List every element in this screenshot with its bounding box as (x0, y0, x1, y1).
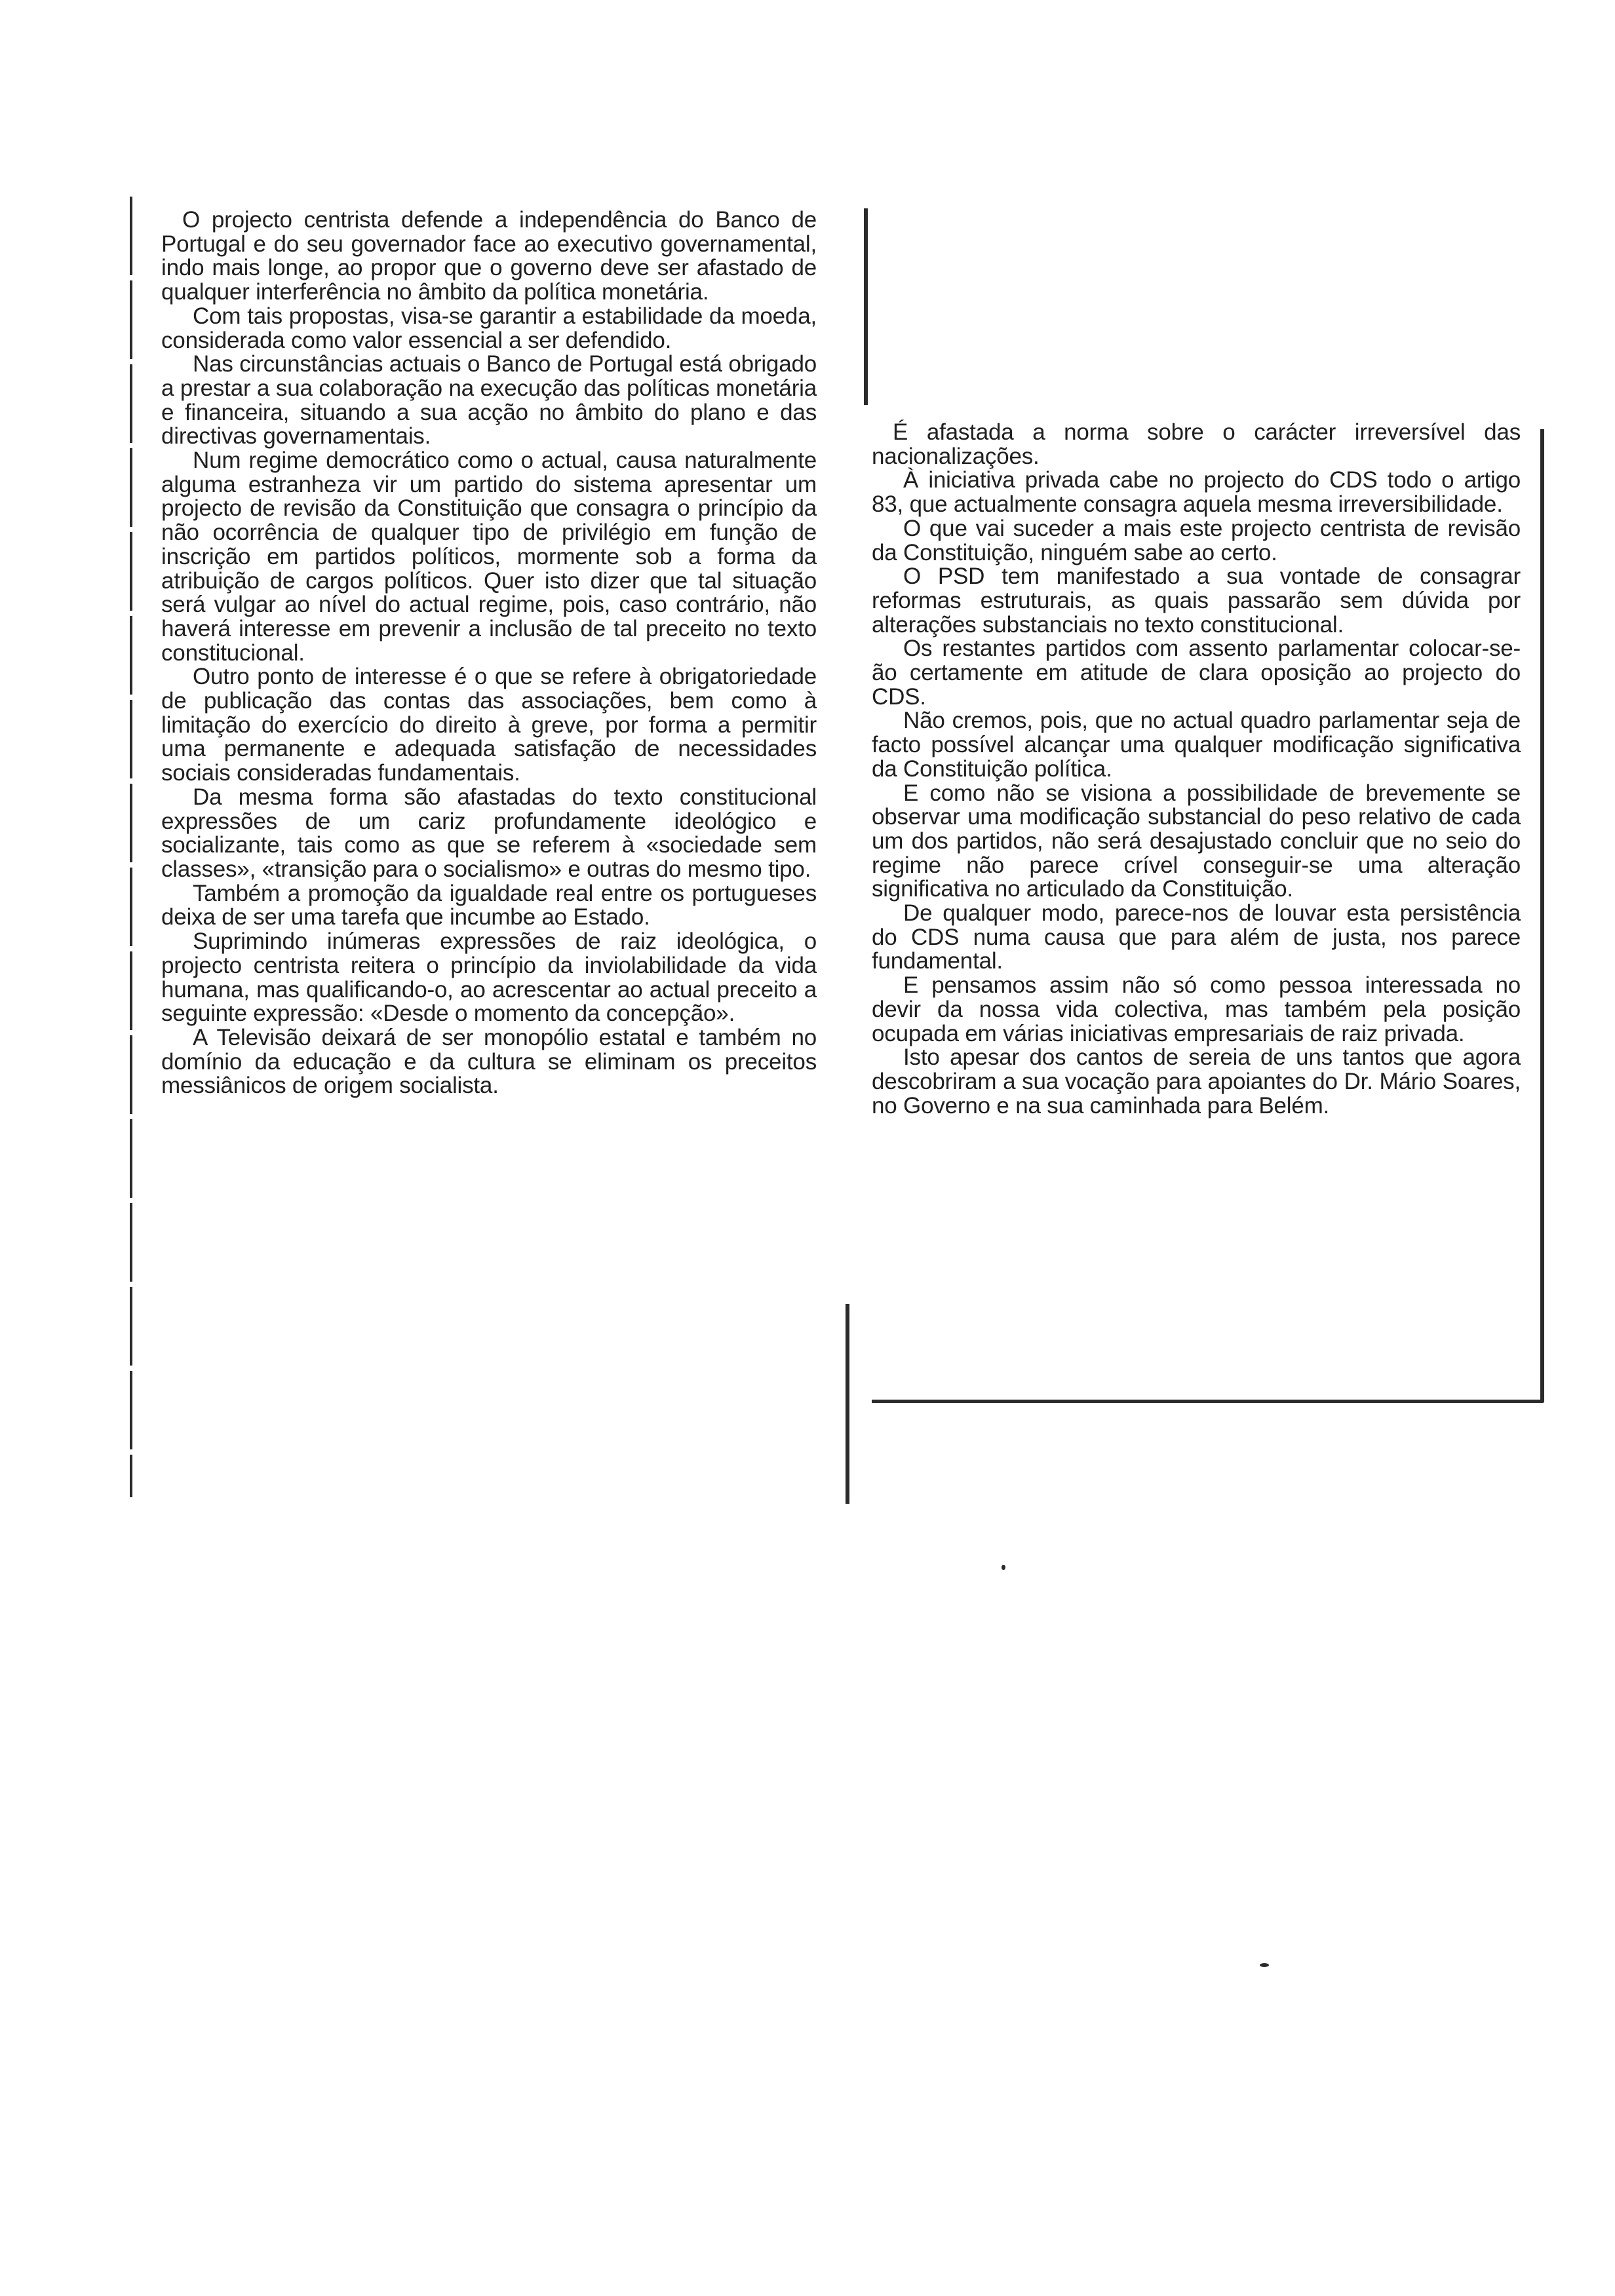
center-column-rule-lower (846, 1304, 849, 1504)
paragraph: Isto apesar dos cantos de sereia de uns tantos que agora descobriram a sua vocação para apoiantes do Dr. Mário Soares, no Governo e na sua caminhada para Belém. (872, 1044, 1521, 1119)
paragraph: É afastada a norma sobre o carácter irreversível das nacionalizações. (872, 419, 1521, 469)
paragraph: Num regime democrático como o actual, causa naturalmente alguma estranheza vir um partido do sistema apresentar um projecto de revisão da Constituição que consagra o princípio da não ocorrência de qualquer tipo de privilégio em função de inscrição em partidos políticos, mormente sob a forma da atribuição de cargos políticos. Quer isto dizer que tal situação será vulgar ao nível do actual regime, pois, caso contrário, não haverá interesse em prevenir a inclusão de tal preceito no texto constitucional. (161, 448, 817, 666)
paragraph: Não cremos, pois, que no actual quadro parlamentar seja de facto possível alcançar uma qualquer modificação significativa da Constituição política. (872, 708, 1521, 782)
paragraph: Também a promoção da igualdade real entre os portugueses deixa de ser uma tarefa que incumbe ao Estado. (161, 880, 817, 930)
center-column-rule-upper (864, 208, 868, 405)
right-edge-rule (1540, 429, 1544, 1402)
paragraph: O projecto centrista defende a independência do Banco de Portugal e do seu governador face ao executivo governamental, indo mais longe, ao propor que o governo deve ser afastado de qualquer interferência no âmbito da política monetária. (161, 207, 817, 305)
paragraph: Os restantes partidos com assento parlamentar colocar-se-ão certamente em atitude de clara oposição ao projecto do CDS. (872, 636, 1521, 710)
paragraph: Outro ponto de interesse é o que se refere à obrigatoriedade de publicação das contas das associações, bem como à limitação do exercício do direito à greve, por forma a permitir uma permanente e adequada satisfação de necessidades sociais consideradas fundamentais. (161, 664, 817, 786)
paragraph: E como não se visiona a possibilidade de brevemente se observar uma modificação substancial do peso relativo de cada um dos partidos, não será desajustado concluir que no seio do regime não parece crível conseguir-se uma alteração significativa no articulado da Constituição. (872, 780, 1521, 902)
photocopy-speck (1002, 1565, 1005, 1570)
paragraph: A Televisão deixará de ser monopólio estatal e também no domínio da educação e da cultura se eliminam os preceitos messiânicos de origem socialista. (161, 1024, 817, 1099)
right-text-column (872, 421, 1521, 1118)
paragraph: À iniciativa privada cabe no projecto do CDS todo o artigo 83, que actualmente consagra aquela mesma irreversibilidade. (872, 467, 1521, 518)
paragraph: Com tais propostas, visa-se garantir a estabilidade da moeda, considerada como valor essencial a ser defendido. (161, 303, 817, 353)
paragraph: Nas circunstâncias actuais o Banco de Portugal está obrigado a prestar a sua colaboração na execução das políticas monetária e financeira, situando a sua acção no âmbito do plano e das directivas governamentais. (161, 351, 817, 450)
paragraph: O que vai suceder a mais este projecto centrista de revisão da Constituição, ninguém sabe ao certo. (872, 515, 1521, 565)
left-text-column (161, 208, 817, 1098)
bottom-border-rule (872, 1400, 1544, 1403)
paragraph: Da mesma forma são afastadas do texto constitucional expressões de um cariz profundamente ideológico e socializante, tais como as que se referem à «sociedade sem classes», «transição para o socialismo» e outras do mesmo tipo. (161, 784, 817, 882)
paragraph: Suprimindo inúmeras expressões de raiz ideológica, o projecto centrista reitera o princípio da inviolabilidade da vida humana, mas qualificando-o, ao acrescentar ao actual preceito a seguinte expressão: «Desde o momento da concepção». (161, 928, 817, 1027)
paragraph: De qualquer modo, parece-nos de louvar esta persistência do CDS numa causa que para além de justa, nos parece fundamental. (872, 900, 1521, 974)
paragraph: O PSD tem manifestado a sua vontade de consagrar reformas estruturais, as quais passarão sem dúvida por alterações substanciais no texto constitucional. (872, 564, 1521, 638)
left-margin-rule (130, 197, 132, 1497)
paragraph: E pensamos assim não só como pessoa interessada no devir da nossa vida colectiva, mas também pela posição ocupada em várias iniciativas empresariais de raiz privada. (872, 972, 1521, 1046)
photocopy-speck (1260, 1963, 1269, 1967)
